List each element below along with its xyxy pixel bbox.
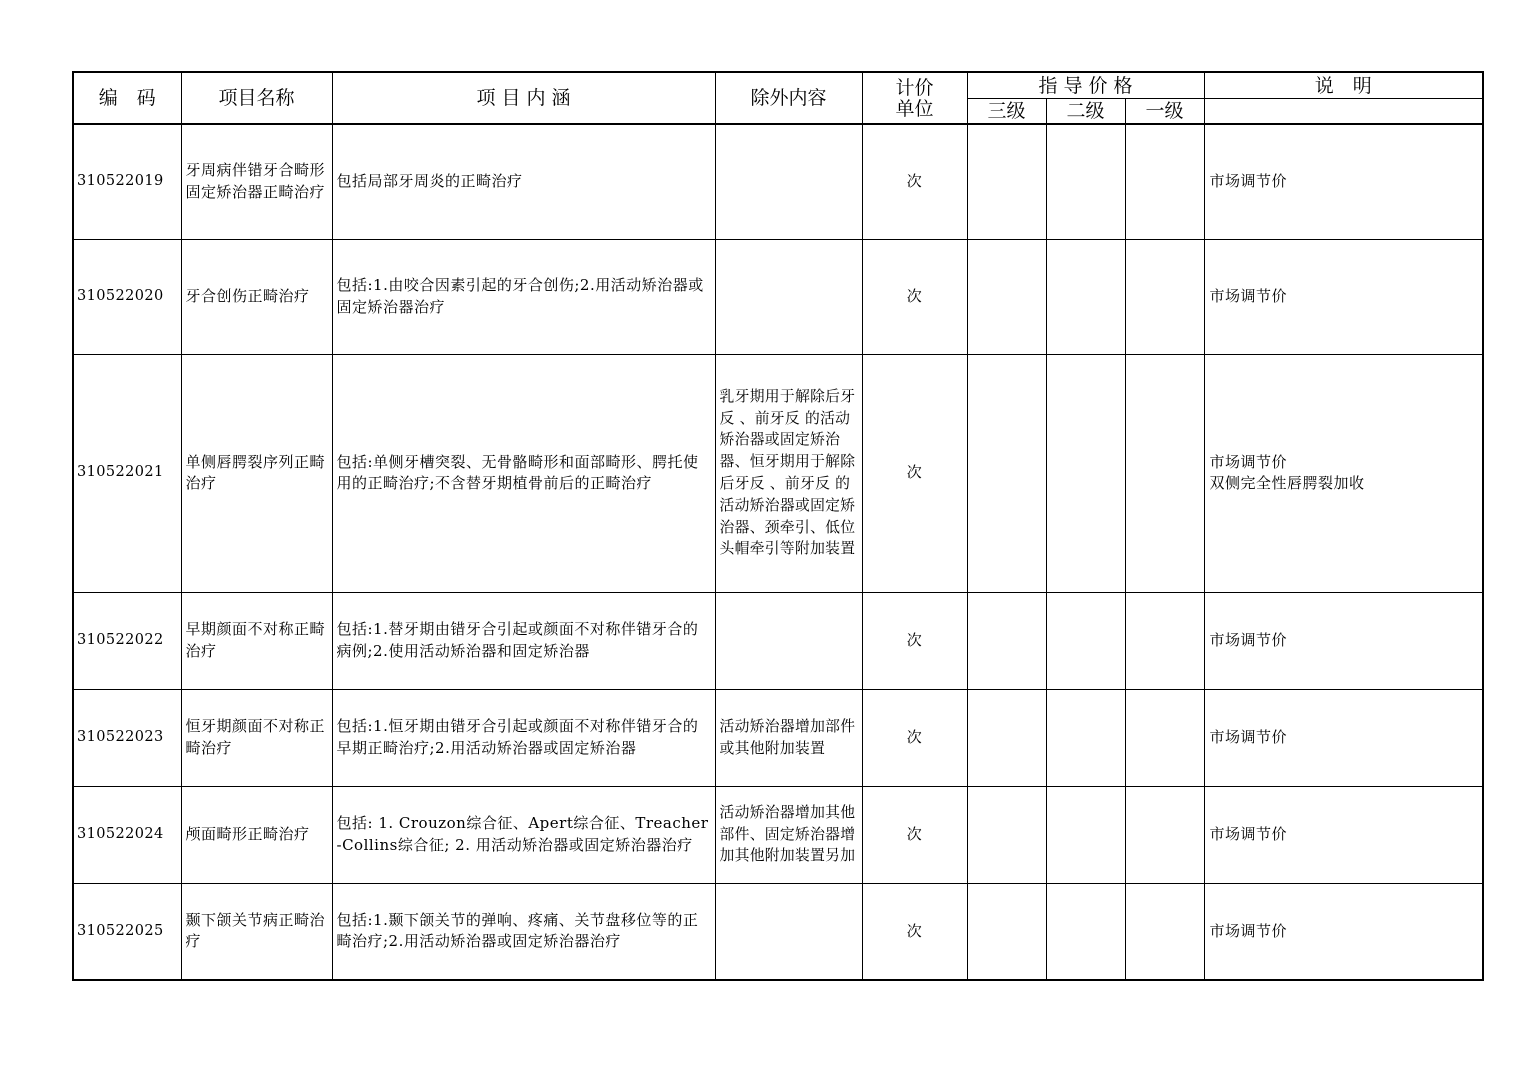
table-row (73, 239, 1483, 354)
row-unit: 次 (862, 124, 967, 239)
row-exclusion: 乳牙期用于解除后牙反 、前牙反 的活动矫治器或固定矫治器、恒牙期用于解除后牙反 、前牙反 的活动矫治器或固定矫治器、颈牵引、低位头帽牵引等附加装置 (715, 354, 862, 592)
row-name: 早期颜面不对称正畸治疗 (181, 592, 332, 689)
header-unit-bottom: 单位 (862, 99, 967, 125)
row-exclusion: 活动矫治器增加部件或其他附加装置 (715, 689, 862, 786)
row-level1 (1125, 239, 1204, 354)
row-note (1204, 883, 1483, 980)
row-content: 包括: 1. Crouzon综合征、Apert综合征、Treacher-Collins综合征; 2. 用活动矫治器或固定矫治器治疗 (332, 786, 715, 883)
row-note-line: 市场调节价 (1209, 921, 1288, 940)
row-exclusion: 活动矫治器增加其他部件、固定矫治器增加其他附加装置另加 (715, 786, 862, 883)
row-note-line: 市场调节价 (1209, 824, 1288, 843)
row-code: 310522025 (73, 883, 181, 980)
row-note-line: 市场调节价 (1209, 630, 1288, 649)
row-content: 包括:1.颞下颌关节的弹响、疼痛、关节盘移位等的正畸治疗;2.用活动矫治器或固定矫治器治疗 (332, 883, 715, 980)
header-code: 编 码 (73, 72, 181, 124)
row-level3 (967, 354, 1046, 592)
row-level2 (1046, 786, 1125, 883)
header-name: 项目名称 (181, 72, 332, 124)
row-level1 (1125, 124, 1204, 239)
row-content: 包括:单侧牙槽突裂、无骨骼畸形和面部畸形、腭托使用的正畸治疗;不含替牙期植骨前后的正畸治疗 (332, 354, 715, 592)
row-name: 颞下颌关节病正畸治疗 (181, 883, 332, 980)
row-note-line: 市场调节价 (1209, 172, 1288, 190)
row-name: 牙合创伤正畸治疗 (181, 239, 332, 354)
row-unit: 次 (862, 883, 967, 980)
row-unit: 次 (862, 354, 967, 592)
row-level2 (1046, 354, 1125, 592)
row-exclusion (715, 124, 862, 239)
row-code: 310522024 (73, 786, 181, 883)
row-note-line: 市场调节价 (1209, 452, 1288, 471)
row-level1 (1125, 786, 1204, 883)
row-level1 (1125, 689, 1204, 786)
row-unit: 次 (862, 786, 967, 883)
header-content: 项 目 内 涵 (332, 72, 715, 124)
row-exclusion (715, 592, 862, 689)
row-name: 牙周病伴错牙合畸形固定矫治器正畸治疗 (181, 124, 332, 239)
table-row (73, 689, 1483, 786)
row-code: 310522019 (73, 124, 181, 239)
row-level2 (1046, 124, 1125, 239)
row-content: 包括局部牙周炎的正畸治疗 (332, 124, 715, 239)
row-level3 (967, 592, 1046, 689)
table-row (73, 592, 1483, 689)
row-name: 颅面畸形正畸治疗 (181, 786, 332, 883)
row-level2 (1046, 883, 1125, 980)
row-note (1204, 124, 1483, 239)
row-code: 310522021 (73, 354, 181, 592)
row-level2 (1046, 239, 1125, 354)
row-note (1204, 689, 1483, 786)
header-explanation-blank (1204, 99, 1483, 125)
header-guide-price: 指 导 价 格 (967, 72, 1204, 99)
row-note-line: 市场调节价 (1209, 286, 1288, 305)
row-level1 (1125, 592, 1204, 689)
header-level3: 三级 (967, 99, 1046, 125)
header-explanation: 说 明 (1204, 72, 1483, 99)
row-name: 恒牙期颜面不对称正畸治疗 (181, 689, 332, 786)
row-note (1204, 239, 1483, 354)
row-code: 310522023 (73, 689, 181, 786)
row-level3 (967, 689, 1046, 786)
row-content: 包括:1.由咬合因素引起的牙合创伤;2.用活动矫治器或固定矫治器治疗 (332, 239, 715, 354)
row-code: 310522020 (73, 239, 181, 354)
row-name: 单侧唇腭裂序列正畸治疗 (181, 354, 332, 592)
row-exclusion (715, 239, 862, 354)
row-note (1204, 592, 1483, 689)
row-exclusion (715, 883, 862, 980)
row-level3 (967, 786, 1046, 883)
table-row (73, 124, 1483, 239)
row-level1 (1125, 354, 1204, 592)
row-level2 (1046, 689, 1125, 786)
row-note-line: 市场调节价 (1209, 727, 1288, 746)
row-note (1204, 354, 1483, 592)
row-unit: 次 (862, 239, 967, 354)
row-unit: 次 (862, 689, 967, 786)
row-level2 (1046, 592, 1125, 689)
row-code: 310522022 (73, 592, 181, 689)
row-unit: 次 (862, 592, 967, 689)
price-table (72, 71, 1484, 981)
row-level1 (1125, 883, 1204, 980)
row-level3 (967, 124, 1046, 239)
header-exclusion: 除外内容 (715, 72, 862, 124)
row-note (1204, 786, 1483, 883)
table-row (73, 354, 1483, 592)
header-unit-top: 计价 (862, 72, 967, 99)
row-level3 (967, 239, 1046, 354)
header-level2: 二级 (1046, 99, 1125, 125)
row-level3 (967, 883, 1046, 980)
table-row (73, 786, 1483, 883)
header-level1: 一级 (1125, 99, 1204, 125)
table-row (73, 883, 1483, 980)
row-note-line: 双侧完全性唇腭裂加收 (1209, 474, 1365, 492)
row-content: 包括:1.恒牙期由错牙合引起或颜面不对称伴错牙合的早期正畸治疗;2.用活动矫治器或固定矫治器 (332, 689, 715, 786)
row-content: 包括:1.替牙期由错牙合引起或颜面不对称伴错牙合的病例;2.使用活动矫治器和固定矫治器 (332, 592, 715, 689)
